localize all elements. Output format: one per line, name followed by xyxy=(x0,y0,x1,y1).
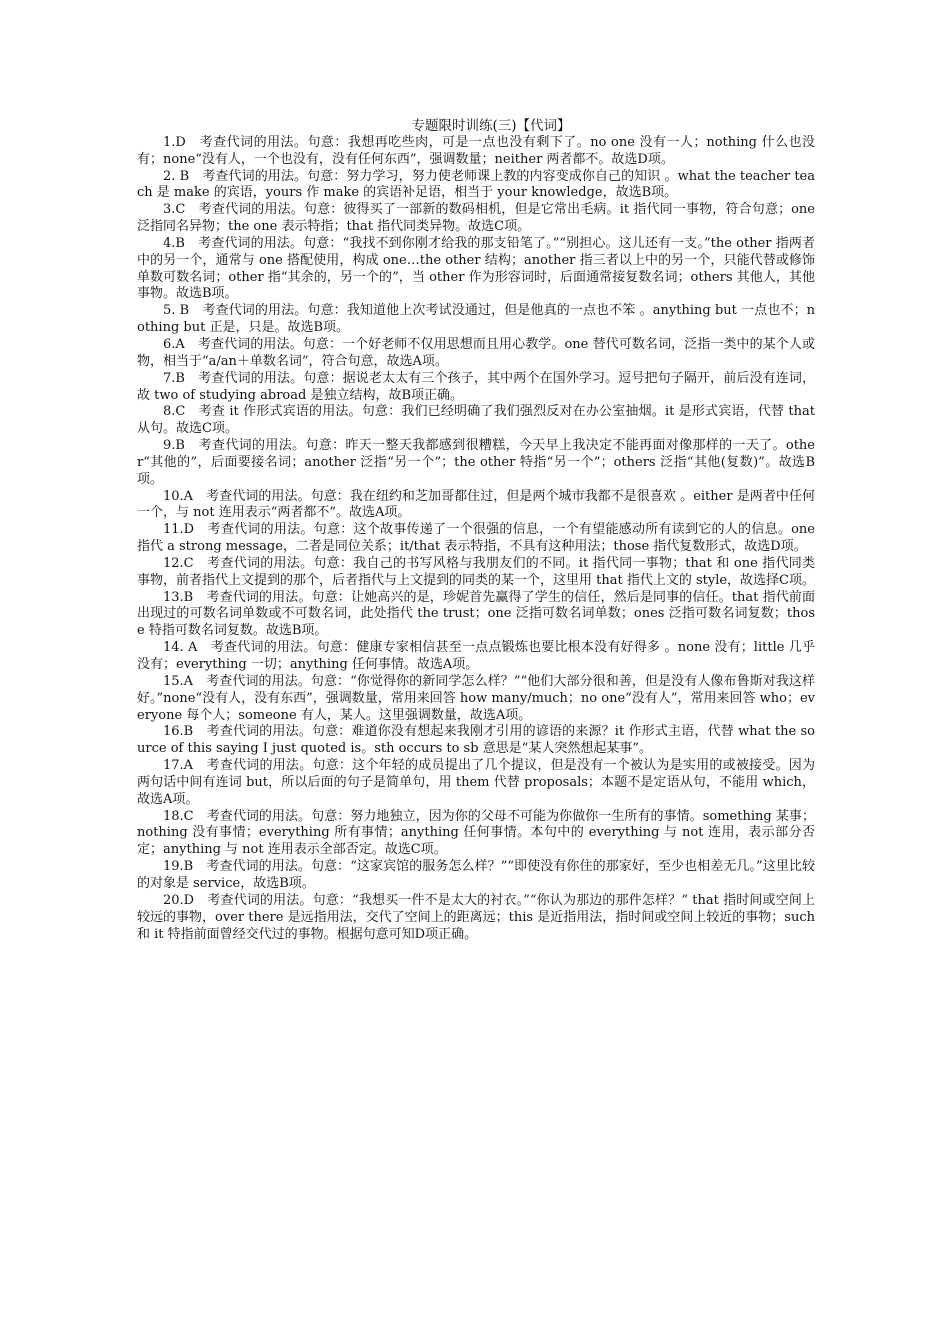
answer-item: 12.C 考查代词的用法。句意：我自己的书写风格与我朋友们的不同。it 指代同一事物；that 和 one 指代同类事物，前者指代上文提到的那个，后者指代与上文提到的同类的某一个，这里用 that 指代上文的 style，故选择C项。 xyxy=(137,555,816,588)
answer-item: 4.B 考查代词的用法。句意：“我找不到你刚才给我的那支铅笔了。”“别担心。这儿还有一支。”the other 指两者中的另一个，通常与 one 搭配使用，构成 one…the other 结构；another 指三者以上中的另一个，只能代替或修饰单数可数名词；other 指“其余的，另一个的”，当 other 作为形容词时，后面通常接复数名词；others 其他人，其他事物。故选B项。 xyxy=(137,235,815,302)
answer-item: 7.B 考查代词的用法。句意：据说老太太有三个孩子，其中两个在国外学习。逗号把句子隔开，前后没有连词，故 two of studying abroad 是独立结构，故B项正确。 xyxy=(137,370,815,403)
answer-list xyxy=(137,135,815,944)
answer-item: 14. A 考查代词的用法。句意：健康专家相信甚至一点点锻炼也要比根本没有好得多 。none 没有；little 几乎没有；everything 一切；anything 任何事情。故选A项。 xyxy=(137,640,815,672)
answer-item: 6.A 考查代词的用法。句意：一个好老师不仅用思想而且用心教学。one 替代可数名词，泛指一类中的某个人或物，相当于“a/an＋单数名词”，符合句意，故选A项。 xyxy=(137,336,815,369)
answer-item: 10.A 考查代词的用法。句意：我在纽约和芝加哥都住过，但是两个城市我都不是很喜欢 。either 是两者中任何一个，与 not 连用表示“两者都不”。故选A项。 xyxy=(137,488,815,521)
answer-item: 1.D 考查代词的用法。句意：我想再吃些肉，可是一点也没有剩下了。no one 没有一人；nothing 什么也没有；none“没有人，一个也没有，没有任何东西”，强调数量；neither 两者都不。故选D项。 xyxy=(137,134,815,167)
answer-item: 16.B 考查代词的用法。句意：难道你没有想起来我刚才引用的谚语的来源？it 作形式主语，代替 what the source of this saying I just quoted is。sth occurs to sb 意思是“某人突然想起某事”。 xyxy=(137,724,815,757)
answer-item: 2. B 考查代词的用法。句意：努力学习，努力使老师课上教的内容变成你自己的知识 。what the teacher teach 是 make 的宾语，yours 作 make 的宾语补足语，相当于 your knowledge，故选B项。 xyxy=(137,168,815,201)
answer-item: 19.B 考查代词的用法。句意：“这家宾馆的服务怎么样？”“即使没有你住的那家好，至少也相差无几。”这里比较的对象是 service，故选B项。 xyxy=(137,859,815,891)
answer-item: 9.B 考查代词的用法。句意：昨天一整天我都感到很糟糕，今天早上我决定不能再面对像那样的一天了。other“其他的”，后面要接名词；another 泛指“另一个”；the other 特指“另一个”；others 泛指“其他(复数)”。故选B项。 xyxy=(137,438,815,487)
document-title: 专题限时训练(三)【代词】 xyxy=(411,118,571,134)
document-page xyxy=(137,118,815,943)
answer-item: 15.A 考查代词的用法。句意：“你觉得你的新同学怎么样？”“他们大部分很和善，但是没有人像布鲁斯对我这样好。”none“没有人，没有东西”，强调数量，常用来回答 how many/much；no one“没有人”，常用来回答 who；everyone 每个人；someone 有人，某人。这里强调数量，故选A项。 xyxy=(137,673,815,723)
answer-item: 3.C 考查代词的用法。句意：彼得买了一部新的数码相机，但是它常出毛病。it 指代同一事物，符合句意；one 泛指同名异物；the one 表示特指；that 指代同类异物。故选C项。 xyxy=(137,202,815,235)
answer-item: 5. B 考查代词的用法。句意：我知道他上次考试没通过，但是他真的一点也不笨 。anything but 一点也不；nothing but 正是，只是。故选B项。 xyxy=(137,303,815,336)
answer-item: 20.D 考查代词的用法。句意：“我想买一件不是太大的衬衣。”“你认为那边的那件怎样？” that 指时间或空间上较远的事物，over there 是远指用法，交代了空间上的距离远；this 是近指用法，指时间或空间上较近的事物；such 和 it 特指前面曾经交代过的事物。根据句意可知D项正确。 xyxy=(137,892,815,942)
answer-item: 13.B 考查代词的用法。句意：让她高兴的是，珍妮首先赢得了学生的信任，然后是同事的信任。that 指代前面出现过的可数名词单数或不可数名词，此处指代 the trust；one 泛指可数名词单数；ones 泛指可数名词复数；those 特指可数名词复数。故选B项。 xyxy=(137,589,815,639)
answer-item: 17.A 考查代词的用法。句意：这个年轻的成员提出了几个提议，但是没有一个被认为是实用的或被接受。因为两句话中间有连词 but，所以后面的句子是简单句，用 them 代替 proposals；本题不是定语从句，不能用 which，故选A项。 xyxy=(137,758,815,807)
answer-item: 11.D 考查代词的用法。句意：这个故事传递了一个很强的信息，一个有望能感动所有读到它的人的信息。one 指代 a strong message，二者是同位关系；it/that 表示特指，不具有这种用法；those 指代复数形式，故选D项。 xyxy=(137,522,815,555)
answer-item: 18.C 考查代词的用法。句意：努力地独立，因为你的父母不可能为你做你一生所有的事情。something 某事；nothing 没有事情；everything 所有事情；anything 任何事情。本句中的 everything 与 not 连用，表示部分否定；anything 与 not 连用表示全部否定。故选C项。 xyxy=(137,808,815,858)
answer-item: 8.C 考查 it 作形式宾语的用法。句意：我们已经明确了我们强烈反对在办公室抽烟。it 是形式宾语，代替 that 从句。故选C项。 xyxy=(137,404,815,437)
